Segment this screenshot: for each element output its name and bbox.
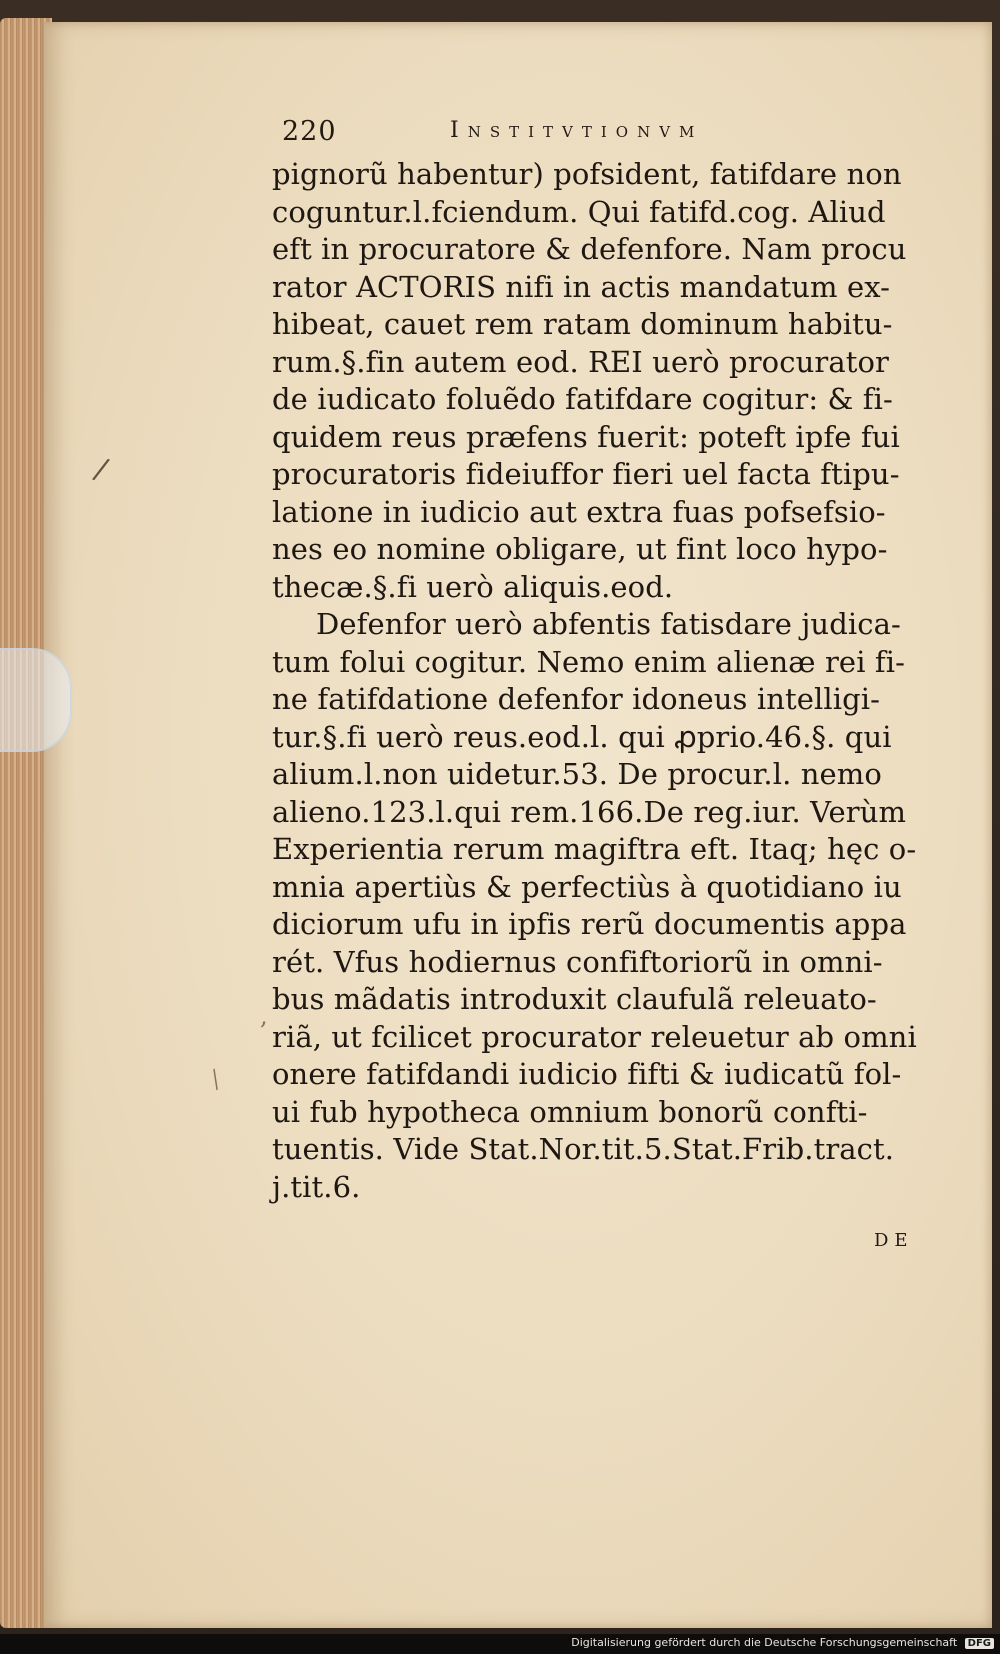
text-line: riã, ut fcilicet procurator releuetur ab omni [272, 1019, 917, 1054]
text-line: onere fatifdandi iudicio fifti & iudicatũ fol- [272, 1057, 902, 1091]
text-line: j.tit.6. [272, 1169, 361, 1204]
text-line: rét. Vfus hodiernus confiftoriorũ in omni- [272, 944, 883, 979]
page-number: 220 [282, 116, 337, 147]
text-line: ui fub hypotheca omnium bonorũ confti- [272, 1094, 868, 1129]
catchword: DE [874, 1230, 914, 1251]
text-line: alium.l.non uidetur.53. De procur.l. nemo [272, 757, 882, 791]
text-line: bus mãdatis introduxit claufulã releuato- [272, 982, 877, 1016]
text-line: rator ACTORIS nifi in actis mandatum ex- [272, 269, 891, 304]
text-line: rum.§.fin autem eod. REI uerò procurator [272, 344, 889, 379]
page-clip [0, 648, 72, 752]
text-line: Experientia rerum magiftra eft. Itaq; hęc o- [272, 832, 917, 866]
paragraph-start-line: Defenfor uerò abfentis fatisdare judica- [316, 607, 901, 641]
page-header [282, 112, 882, 152]
text-line: alieno.123.l.qui rem.166.De reg.iur. Verùm [272, 794, 907, 829]
digitization-credit [571, 1636, 994, 1649]
text-line: eft in procuratore & defenfore. Nam procu [272, 232, 907, 266]
text-line: nes eo nomine obligare, ut fint loco hypo- [272, 532, 888, 566]
text-line: tum folui cogitur. Nemo enim alienæ rei fi- [272, 644, 905, 679]
running-title: Institvtionvm [450, 118, 704, 143]
text-line: tuentis. Vide Stat.Nor.tit.5.Stat.Frib.tract. [272, 1132, 895, 1166]
text-line: coguntur.l.fciendum. Qui fatifd.cog. Aliud [272, 194, 886, 229]
text-line: thecæ.§.fi uerò aliquis.eod. [272, 569, 674, 604]
text-line: quidem reus præfens fuerit: poteft ipfe fui [272, 419, 900, 454]
text-line: procuratoris fideiuffor fieri uel facta ftipu- [272, 457, 900, 491]
text-line: hibeat, cauet rem ratam dominum habitu- [272, 307, 893, 341]
text-line: ne fatifdatione defenfor idoneus intelligi- [272, 682, 881, 716]
margin-pencil-mark: ⁄ [205, 1067, 227, 1093]
margin-stroke-mark: / [90, 451, 112, 488]
text-line: mnia apertiùs & perfectiùs à quotidiano iu [272, 869, 902, 904]
text-line: pignorũ habentur) pofsident, fatifdare non [272, 157, 902, 191]
credit-text: Digitalisierung gefördert durch die Deutsche Forschungsgemeinschaft [571, 1636, 958, 1649]
margin-pencil-mark: , [260, 1002, 268, 1030]
text-line: latione in iudicio aut extra fuas pofsefsio- [272, 494, 886, 529]
text-line: tur.§.fi uerò reus.eod.l. qui ꝓprio.46.§. qui [272, 719, 892, 754]
text-line: de iudicato foluẽdo fatifdare cogitur: & fi- [272, 382, 893, 416]
text-line: diciorum ufu in ipfis rerũ documentis appa [272, 907, 907, 941]
dfg-logo: DFG [965, 1638, 994, 1649]
body-text [272, 156, 932, 1206]
